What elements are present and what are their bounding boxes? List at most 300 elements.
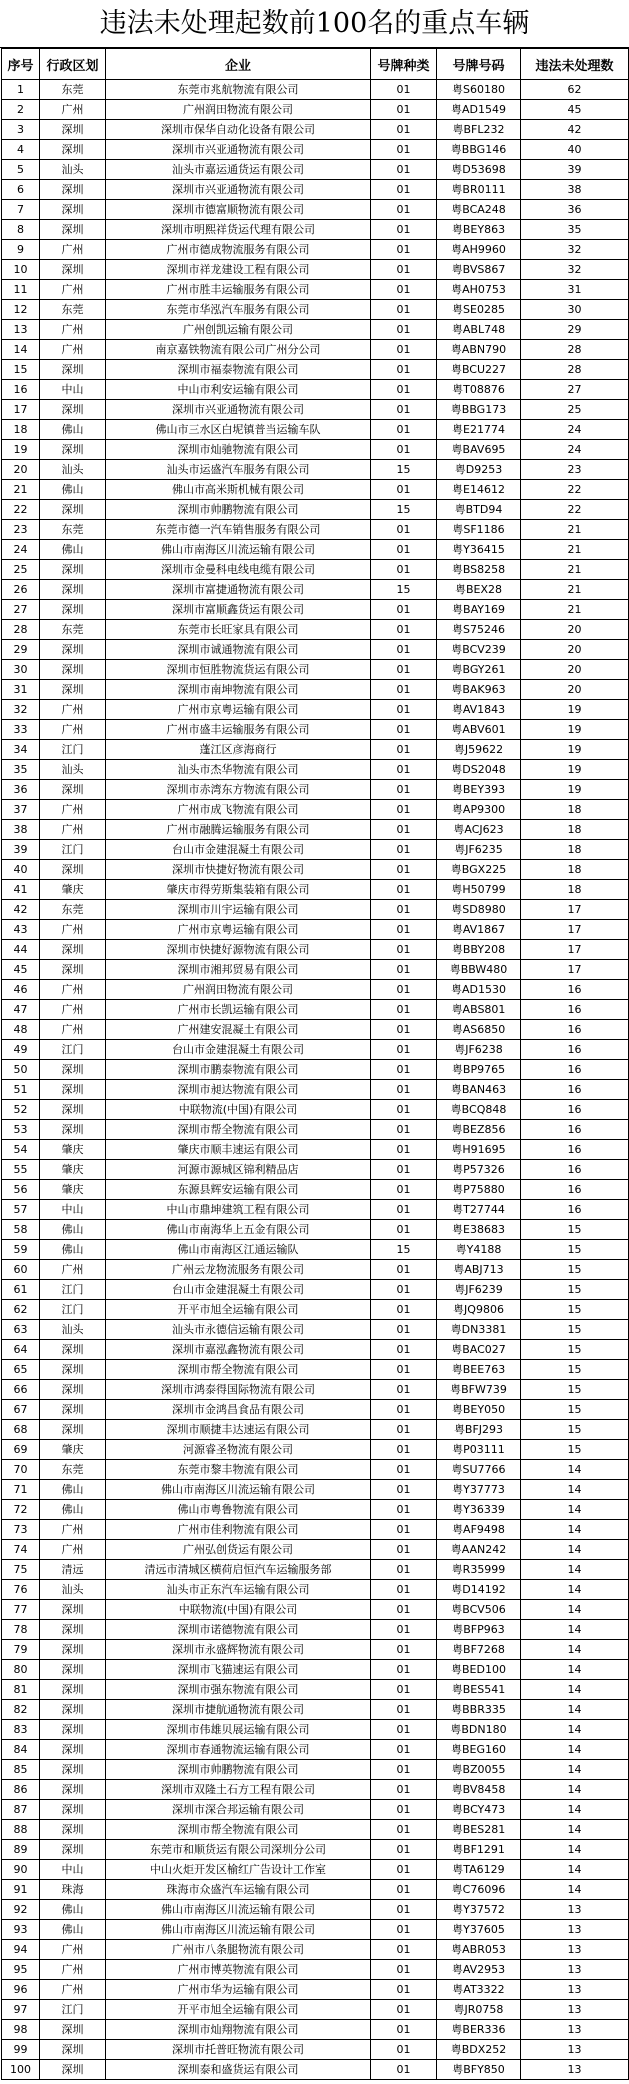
cell-index: 26 — [2, 580, 40, 600]
cell-count: 13 — [521, 1980, 629, 2000]
cell-index: 53 — [2, 1120, 40, 1140]
cell-index: 77 — [2, 1600, 40, 1620]
cell-enterprise: 深圳市顺捷丰达速运有限公司 — [106, 1420, 371, 1440]
cell-enterprise: 汕头市运盛汽车服务有限公司 — [106, 460, 371, 480]
cell-enterprise: 深圳市恒胜物流货运有限公司 — [106, 660, 371, 680]
table-row — [2, 180, 629, 200]
cell-index: 89 — [2, 1840, 40, 1860]
cell-count: 16 — [521, 1180, 629, 1200]
cell-plate-no: 粤S75246 — [437, 620, 521, 640]
cell-district: 深圳 — [40, 1820, 106, 1840]
cell-district: 深圳 — [40, 680, 106, 700]
cell-enterprise: 开平市旭全运输有限公司 — [106, 1300, 371, 1320]
table-row — [2, 1000, 629, 1020]
cell-plate-no: 粤SU7766 — [437, 1460, 521, 1480]
cell-plate-type: 15 — [371, 1240, 437, 1260]
cell-index: 43 — [2, 920, 40, 940]
cell-district: 江门 — [40, 1040, 106, 1060]
cell-district: 深圳 — [40, 600, 106, 620]
cell-count: 20 — [521, 660, 629, 680]
cell-plate-type: 01 — [371, 1020, 437, 1040]
cell-index: 11 — [2, 280, 40, 300]
cell-count: 14 — [521, 1580, 629, 1600]
cell-count: 38 — [521, 180, 629, 200]
cell-plate-no: 粤BCQ848 — [437, 1100, 521, 1120]
table-row — [2, 2000, 629, 2020]
table-row — [2, 620, 629, 640]
cell-plate-no: 粤BVS867 — [437, 260, 521, 280]
cell-district: 中山 — [40, 380, 106, 400]
cell-index: 23 — [2, 520, 40, 540]
cell-plate-no: 粤BES281 — [437, 1820, 521, 1840]
table-row — [2, 1300, 629, 1320]
cell-plate-type: 01 — [371, 780, 437, 800]
cell-count: 27 — [521, 380, 629, 400]
cell-plate-no: 粤DN3381 — [437, 1320, 521, 1340]
cell-plate-no: 粤BFW739 — [437, 1380, 521, 1400]
cell-plate-no: 粤BBG146 — [437, 140, 521, 160]
cell-plate-type: 01 — [371, 420, 437, 440]
cell-count: 22 — [521, 480, 629, 500]
table-row — [2, 600, 629, 620]
cell-plate-type: 01 — [371, 720, 437, 740]
cell-count: 16 — [521, 1140, 629, 1160]
table-row — [2, 420, 629, 440]
table-row — [2, 320, 629, 340]
cell-plate-type: 01 — [371, 360, 437, 380]
cell-plate-type: 01 — [371, 1920, 437, 1940]
cell-plate-type: 01 — [371, 1220, 437, 1240]
cell-plate-type: 01 — [371, 1860, 437, 1880]
table-row — [2, 120, 629, 140]
table-row — [2, 520, 629, 540]
cell-district: 深圳 — [40, 1780, 106, 1800]
table-row — [2, 880, 629, 900]
cell-index: 5 — [2, 160, 40, 180]
cell-plate-type: 01 — [371, 1500, 437, 1520]
cell-count: 15 — [521, 1360, 629, 1380]
cell-plate-no: 粤D53698 — [437, 160, 521, 180]
cell-index: 2 — [2, 100, 40, 120]
cell-plate-type: 01 — [371, 1080, 437, 1100]
table-row — [2, 1620, 629, 1640]
cell-district: 深圳 — [40, 580, 106, 600]
cell-plate-no: 粤Y37572 — [437, 1900, 521, 1920]
cell-plate-type: 01 — [371, 1540, 437, 1560]
table-row — [2, 1280, 629, 1300]
cell-enterprise: 佛山市三水区白坭镇普当运输车队 — [106, 420, 371, 440]
cell-index: 92 — [2, 1900, 40, 1920]
cell-district: 江门 — [40, 740, 106, 760]
cell-plate-type: 01 — [371, 840, 437, 860]
cell-enterprise: 佛山市南海区川流运输有限公司 — [106, 1480, 371, 1500]
table-row — [2, 1360, 629, 1380]
cell-district: 深圳 — [40, 780, 106, 800]
cell-index: 40 — [2, 860, 40, 880]
cell-plate-type: 01 — [371, 300, 437, 320]
cell-plate-type: 01 — [371, 240, 437, 260]
cell-plate-no: 粤AV1843 — [437, 700, 521, 720]
cell-enterprise: 深圳市湘邦贸易有限公司 — [106, 960, 371, 980]
cell-plate-type: 01 — [371, 1360, 437, 1380]
cell-plate-no: 粤BAV695 — [437, 440, 521, 460]
cell-plate-no: 粤BP9765 — [437, 1060, 521, 1080]
cell-district: 广州 — [40, 1000, 106, 1020]
cell-index: 76 — [2, 1580, 40, 1600]
table-row — [2, 1600, 629, 1620]
cell-count: 24 — [521, 420, 629, 440]
table-row — [2, 1660, 629, 1680]
cell-count: 16 — [521, 1020, 629, 1040]
cell-plate-no: 粤BFP963 — [437, 1620, 521, 1640]
table-row — [2, 1580, 629, 1600]
table-row — [2, 1240, 629, 1260]
cell-index: 62 — [2, 1300, 40, 1320]
cell-district: 佛山 — [40, 1480, 106, 1500]
cell-plate-no: 粤BAC027 — [437, 1340, 521, 1360]
cell-enterprise: 佛山市南海华上五金有限公司 — [106, 1220, 371, 1240]
cell-index: 91 — [2, 1880, 40, 1900]
cell-plate-type: 01 — [371, 860, 437, 880]
table-row — [2, 560, 629, 580]
cell-enterprise: 深圳市双隆土石方工程有限公司 — [106, 1780, 371, 1800]
cell-plate-type: 01 — [371, 140, 437, 160]
cell-plate-type: 01 — [371, 1660, 437, 1680]
cell-plate-type: 01 — [371, 1620, 437, 1640]
cell-plate-no: 粤AD1530 — [437, 980, 521, 1000]
cell-plate-no: 粤BF7268 — [437, 1640, 521, 1660]
cell-count: 18 — [521, 840, 629, 860]
cell-count: 18 — [521, 860, 629, 880]
cell-enterprise: 深圳市金曼科电线电缆有限公司 — [106, 560, 371, 580]
cell-index: 54 — [2, 1140, 40, 1160]
col-header-count: 违法未处理数 — [521, 49, 629, 80]
cell-count: 18 — [521, 800, 629, 820]
cell-count: 14 — [521, 1820, 629, 1840]
cell-index: 13 — [2, 320, 40, 340]
cell-district: 佛山 — [40, 1500, 106, 1520]
cell-index: 24 — [2, 540, 40, 560]
cell-count: 15 — [521, 1280, 629, 1300]
cell-count: 15 — [521, 1340, 629, 1360]
cell-district: 江门 — [40, 2000, 106, 2020]
cell-district: 深圳 — [40, 1660, 106, 1680]
cell-plate-type: 01 — [371, 1480, 437, 1500]
cell-plate-type: 01 — [371, 980, 437, 1000]
cell-count: 14 — [521, 1880, 629, 1900]
cell-district: 深圳 — [40, 180, 106, 200]
cell-plate-no: 粤BEE763 — [437, 1360, 521, 1380]
table-row — [2, 660, 629, 680]
cell-plate-no: 粤BAY169 — [437, 600, 521, 620]
cell-district: 深圳 — [40, 1080, 106, 1100]
cell-plate-no: 粤P75880 — [437, 1180, 521, 1200]
cell-enterprise: 深圳市德富顺物流有限公司 — [106, 200, 371, 220]
cell-index: 98 — [2, 2020, 40, 2040]
cell-plate-no: 粤BDX252 — [437, 2040, 521, 2060]
cell-index: 38 — [2, 820, 40, 840]
cell-enterprise: 广州市盛丰运输服务有限公司 — [106, 720, 371, 740]
table-row — [2, 1780, 629, 1800]
cell-plate-no: 粤E14612 — [437, 480, 521, 500]
cell-plate-type: 01 — [371, 1100, 437, 1120]
cell-count: 14 — [521, 1800, 629, 1820]
cell-district: 东莞 — [40, 300, 106, 320]
cell-plate-no: 粤BGY261 — [437, 660, 521, 680]
cell-district: 深圳 — [40, 1620, 106, 1640]
cell-plate-type: 01 — [371, 1400, 437, 1420]
cell-index: 22 — [2, 500, 40, 520]
cell-count: 39 — [521, 160, 629, 180]
cell-index: 29 — [2, 640, 40, 660]
cell-enterprise: 深圳市帅鹏物流有限公司 — [106, 500, 371, 520]
cell-index: 4 — [2, 140, 40, 160]
cell-plate-type: 01 — [371, 1460, 437, 1480]
cell-enterprise: 深圳市诺德物流有限公司 — [106, 1620, 371, 1640]
cell-index: 15 — [2, 360, 40, 380]
cell-count: 21 — [521, 600, 629, 620]
cell-plate-type: 01 — [371, 220, 437, 240]
cell-plate-no: 粤E21774 — [437, 420, 521, 440]
cell-district: 广州 — [40, 340, 106, 360]
cell-plate-type: 01 — [371, 2040, 437, 2060]
cell-index: 69 — [2, 1440, 40, 1460]
cell-district: 汕头 — [40, 460, 106, 480]
cell-index: 70 — [2, 1460, 40, 1480]
cell-plate-type: 15 — [371, 460, 437, 480]
cell-count: 19 — [521, 740, 629, 760]
cell-plate-no: 粤BCU227 — [437, 360, 521, 380]
cell-enterprise: 深圳市帮全物流有限公司 — [106, 1820, 371, 1840]
col-header-enterprise: 企业 — [106, 49, 371, 80]
cell-index: 27 — [2, 600, 40, 620]
cell-enterprise: 开平市旭全运输有限公司 — [106, 2000, 371, 2020]
table-row — [2, 220, 629, 240]
cell-plate-type: 01 — [371, 1140, 437, 1160]
cell-plate-type: 01 — [371, 1900, 437, 1920]
cell-plate-no: 粤BAN463 — [437, 1080, 521, 1100]
cell-plate-no: 粤BAK963 — [437, 680, 521, 700]
cell-plate-type: 01 — [371, 1580, 437, 1600]
cell-index: 96 — [2, 1980, 40, 2000]
table-row — [2, 680, 629, 700]
cell-index: 66 — [2, 1380, 40, 1400]
cell-plate-no: 粤AD1549 — [437, 100, 521, 120]
cell-enterprise: 深圳市鹏泰物流有限公司 — [106, 1060, 371, 1080]
table-row — [2, 260, 629, 280]
cell-district: 深圳 — [40, 1700, 106, 1720]
cell-enterprise: 中联物流(中国)有限公司 — [106, 1100, 371, 1120]
cell-count: 15 — [521, 1420, 629, 1440]
cell-district: 深圳 — [40, 1380, 106, 1400]
cell-district: 深圳 — [40, 940, 106, 960]
cell-plate-no: 粤BEY050 — [437, 1400, 521, 1420]
cell-plate-type: 01 — [371, 1300, 437, 1320]
cell-enterprise: 肇庆市顺丰速运有限公司 — [106, 1140, 371, 1160]
cell-count: 14 — [521, 1860, 629, 1880]
cell-count: 21 — [521, 520, 629, 540]
cell-plate-type: 01 — [371, 1960, 437, 1980]
cell-index: 78 — [2, 1620, 40, 1640]
cell-enterprise: 深圳市昶达物流有限公司 — [106, 1080, 371, 1100]
cell-count: 14 — [521, 1840, 629, 1860]
cell-count: 32 — [521, 260, 629, 280]
cell-plate-type: 01 — [371, 680, 437, 700]
table-row — [2, 1400, 629, 1420]
cell-enterprise: 深圳市富顺鑫货运有限公司 — [106, 600, 371, 620]
cell-index: 46 — [2, 980, 40, 1000]
cell-district: 肇庆 — [40, 1440, 106, 1460]
cell-index: 79 — [2, 1640, 40, 1660]
cell-enterprise: 深圳市川宇运输有限公司 — [106, 900, 371, 920]
table-row — [2, 1160, 629, 1180]
cell-district: 广州 — [40, 1540, 106, 1560]
cell-plate-no: 粤ABR053 — [437, 1940, 521, 1960]
cell-enterprise: 深圳市深合邦运输有限公司 — [106, 1800, 371, 1820]
cell-plate-type: 01 — [371, 1320, 437, 1340]
table-row — [2, 400, 629, 420]
cell-plate-type: 01 — [371, 1740, 437, 1760]
table-row — [2, 1100, 629, 1120]
cell-count: 17 — [521, 900, 629, 920]
cell-enterprise: 珠海市众盛汽车运输有限公司 — [106, 1880, 371, 1900]
cell-plate-no: 粤SF1186 — [437, 520, 521, 540]
cell-plate-type: 01 — [371, 2020, 437, 2040]
table-row — [2, 2020, 629, 2040]
cell-enterprise: 广州市成飞物流有限公司 — [106, 800, 371, 820]
cell-count: 36 — [521, 200, 629, 220]
cell-count: 16 — [521, 1200, 629, 1220]
cell-enterprise: 深圳市伟雄贝展运输有限公司 — [106, 1720, 371, 1740]
table-body — [2, 80, 629, 2080]
cell-count: 14 — [521, 1660, 629, 1680]
table-row — [2, 1700, 629, 1720]
table-row — [2, 1960, 629, 1980]
cell-district: 广州 — [40, 1020, 106, 1040]
cell-plate-no: 粤ABN790 — [437, 340, 521, 360]
cell-index: 94 — [2, 1940, 40, 1960]
cell-district: 肇庆 — [40, 1160, 106, 1180]
table-row — [2, 500, 629, 520]
cell-district: 东莞 — [40, 900, 106, 920]
table-row — [2, 380, 629, 400]
cell-count: 20 — [521, 680, 629, 700]
cell-plate-type: 01 — [371, 1840, 437, 1860]
cell-count: 35 — [521, 220, 629, 240]
cell-plate-type: 01 — [371, 320, 437, 340]
cell-plate-no: 粤P57326 — [437, 1160, 521, 1180]
cell-count: 14 — [521, 1520, 629, 1540]
cell-district: 汕头 — [40, 1320, 106, 1340]
cell-count: 15 — [521, 1300, 629, 1320]
cell-index: 14 — [2, 340, 40, 360]
cell-count: 23 — [521, 460, 629, 480]
cell-count: 13 — [521, 2040, 629, 2060]
cell-plate-no: 粤R35999 — [437, 1560, 521, 1580]
cell-index: 42 — [2, 900, 40, 920]
cell-count: 14 — [521, 1760, 629, 1780]
cell-district: 江门 — [40, 1280, 106, 1300]
cell-plate-type: 01 — [371, 620, 437, 640]
table-row — [2, 2060, 629, 2080]
cell-plate-type: 01 — [371, 540, 437, 560]
table-row — [2, 1880, 629, 1900]
cell-plate-type: 01 — [371, 600, 437, 620]
cell-count: 15 — [521, 1400, 629, 1420]
cell-district: 广州 — [40, 280, 106, 300]
table-row — [2, 1520, 629, 1540]
cell-index: 99 — [2, 2040, 40, 2060]
cell-district: 广州 — [40, 700, 106, 720]
cell-enterprise: 佛山市南海区川流运输有限公司 — [106, 540, 371, 560]
table-row — [2, 1420, 629, 1440]
cell-enterprise: 中联物流(中国)有限公司 — [106, 1600, 371, 1620]
cell-district: 肇庆 — [40, 1180, 106, 1200]
cell-district: 江门 — [40, 1300, 106, 1320]
cell-index: 87 — [2, 1800, 40, 1820]
cell-count: 20 — [521, 620, 629, 640]
cell-count: 13 — [521, 2060, 629, 2080]
table-row — [2, 1900, 629, 1920]
table-row — [2, 1040, 629, 1060]
cell-count: 19 — [521, 720, 629, 740]
cell-count: 14 — [521, 1560, 629, 1580]
cell-plate-no: 粤ABV601 — [437, 720, 521, 740]
header-row — [2, 49, 629, 80]
table-row — [2, 1380, 629, 1400]
cell-plate-no: 粤AV1867 — [437, 920, 521, 940]
cell-index: 34 — [2, 740, 40, 760]
cell-index: 3 — [2, 120, 40, 140]
cell-plate-type: 15 — [371, 500, 437, 520]
cell-index: 60 — [2, 1260, 40, 1280]
cell-plate-type: 01 — [371, 1380, 437, 1400]
cell-index: 39 — [2, 840, 40, 860]
cell-district: 佛山 — [40, 1240, 106, 1260]
cell-index: 16 — [2, 380, 40, 400]
cell-enterprise: 深圳市鸿泰得国际物流有限公司 — [106, 1380, 371, 1400]
cell-plate-type: 01 — [371, 280, 437, 300]
cell-plate-type: 01 — [371, 1520, 437, 1540]
cell-count: 16 — [521, 1040, 629, 1060]
cell-plate-type: 01 — [371, 1640, 437, 1660]
cell-district: 中山 — [40, 1860, 106, 1880]
cell-enterprise: 深圳市帅鹏物流有限公司 — [106, 1760, 371, 1780]
cell-district: 深圳 — [40, 2060, 106, 2080]
cell-enterprise: 深圳市南坤物流有限公司 — [106, 680, 371, 700]
cell-count: 15 — [521, 1260, 629, 1280]
cell-count: 16 — [521, 1080, 629, 1100]
cell-enterprise: 台山市金建混凝土有限公司 — [106, 840, 371, 860]
cell-count: 21 — [521, 560, 629, 580]
cell-district: 深圳 — [40, 440, 106, 460]
cell-count: 16 — [521, 1000, 629, 1020]
cell-count: 14 — [521, 1460, 629, 1480]
cell-district: 佛山 — [40, 420, 106, 440]
cell-enterprise: 佛山市高米斯机械有限公司 — [106, 480, 371, 500]
cell-enterprise: 汕头市杰华物流有限公司 — [106, 760, 371, 780]
table-row — [2, 340, 629, 360]
cell-index: 82 — [2, 1700, 40, 1720]
table-row — [2, 940, 629, 960]
cell-district: 深圳 — [40, 360, 106, 380]
cell-district: 广州 — [40, 100, 106, 120]
cell-count: 14 — [521, 1780, 629, 1800]
cell-count: 19 — [521, 780, 629, 800]
cell-district: 肇庆 — [40, 1140, 106, 1160]
cell-index: 59 — [2, 1240, 40, 1260]
cell-enterprise: 深圳市兴亚通物流有限公司 — [106, 140, 371, 160]
